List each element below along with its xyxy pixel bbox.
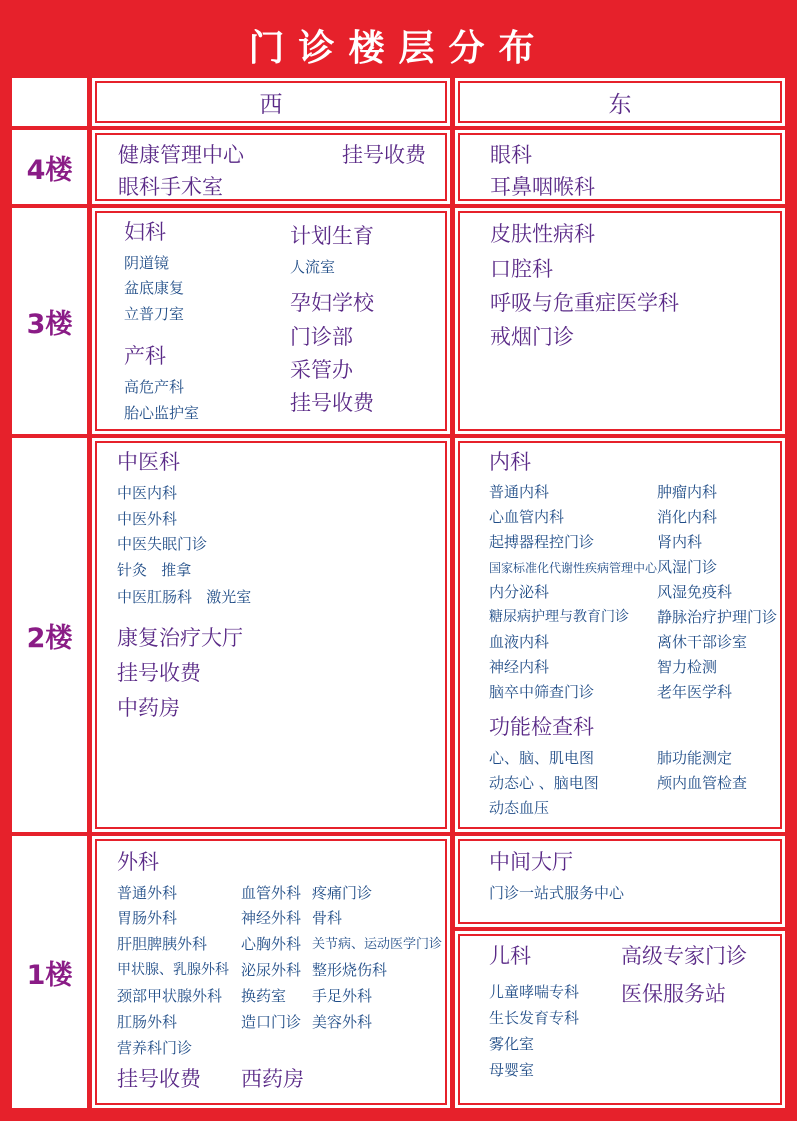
list-item: 立普刀室: [124, 305, 185, 323]
dept-medical-insurance: 医保服务站: [621, 982, 726, 1006]
list-item: 动态心 、脑电图: [489, 774, 599, 792]
floor-1-east-hall: [455, 836, 785, 927]
dept-main-hall: 中间大厅: [489, 850, 573, 874]
list-item: 高危产科: [124, 378, 185, 396]
dept-function-tests: 功能检查科: [489, 715, 594, 739]
list-item: 老年医学科: [657, 683, 733, 701]
dept-pediatrics: 儿科: [489, 944, 531, 968]
list-item: 肛肠外科: [117, 1013, 178, 1031]
list-item: 胃肠外科: [117, 909, 178, 927]
list-item: 消化内科: [657, 508, 718, 526]
list-item: 风湿门诊: [657, 558, 718, 576]
header-corner: [12, 78, 87, 126]
list-item: 风湿免疫科: [657, 583, 733, 601]
list-item: 口腔科: [490, 257, 553, 281]
list-item: 母婴室: [489, 1061, 535, 1079]
floor-2-label: 2楼: [26, 622, 73, 654]
floor-4-east: [455, 130, 785, 204]
list-item: 心血管内科: [489, 508, 565, 526]
list-item: 起搏器程控门诊: [489, 533, 595, 551]
list-item: 中医内科: [117, 484, 178, 502]
dept-ophthalmology: 眼科: [490, 143, 532, 167]
floor-1-label-cell: [12, 836, 87, 1108]
header-west: 西: [259, 91, 283, 118]
floor-3-east: [455, 208, 785, 434]
list-item: 挂号收费: [117, 1067, 201, 1091]
dept-health-management: 健康管理中心: [118, 143, 244, 167]
floor-4-west: [92, 130, 450, 204]
list-item: 手足外科: [312, 987, 373, 1005]
dept-gynecology: 妇科: [124, 220, 166, 244]
list-item: 生长发育专科: [489, 1009, 580, 1027]
floor-1-label: 1楼: [26, 959, 73, 991]
list-item: 中医失眠门诊: [117, 535, 208, 553]
dept-senior-expert-clinic: 高级专家门诊: [621, 944, 747, 968]
list-item: 心胸外科: [241, 935, 302, 953]
header-west-cell: [92, 78, 450, 126]
list-item: 西药房: [241, 1067, 304, 1091]
floor-3-label: 3楼: [26, 308, 73, 340]
list-item: 营养科门诊: [117, 1039, 193, 1057]
floor-3-label-cell: [12, 208, 87, 434]
dept-eye-surgery: 眼科手术室: [118, 175, 223, 199]
list-item: 挂号收费: [290, 391, 374, 415]
list-item: 血管外科: [241, 884, 302, 902]
list-item: 盆底康复: [124, 279, 185, 297]
list-item: 挂号收费: [117, 661, 201, 685]
header-east: 东: [608, 91, 632, 118]
list-item: 神经内科: [489, 658, 550, 676]
list-item: 造口门诊: [241, 1013, 302, 1031]
list-item: 神经外科: [241, 909, 302, 927]
list-item: 中药房: [117, 696, 180, 720]
list-item: 颅内血管检查: [657, 774, 748, 792]
list-item: 整形烧伤科: [312, 961, 388, 979]
dept-family-planning: 计划生育: [290, 224, 374, 248]
list-item: 康复治疗大厅: [117, 626, 243, 650]
list-item: 离休干部诊室: [657, 633, 748, 651]
floor-2-label-cell: [12, 438, 87, 832]
list-item: 静脉治疗护理门诊: [657, 608, 778, 626]
dept-obstetrics: 产科: [124, 344, 166, 368]
list-item: 泌尿外科: [241, 961, 302, 979]
list-item: 血液内科: [489, 633, 550, 651]
list-item: 皮肤性病科: [490, 222, 595, 246]
list-item: 阴道镜: [124, 254, 170, 272]
dept-internal-medicine: 内科: [489, 450, 531, 474]
floor-2-east: [455, 438, 785, 832]
list-item: 门诊部: [290, 325, 353, 349]
list-item: 普通外科: [117, 884, 178, 902]
list-item: 智力检测: [657, 658, 718, 676]
floor-4-label: 4楼: [26, 154, 73, 186]
floor-4-label-cell: [12, 130, 87, 204]
list-item: 骨科: [312, 909, 343, 927]
list-item: 换药室: [241, 987, 287, 1005]
list-item: 肝胆脾胰外科: [117, 935, 208, 953]
dept-ent: 耳鼻咽喉科: [490, 175, 595, 199]
list-item: 中医外科: [117, 510, 178, 528]
list-item: 心、脑、肌电图: [489, 749, 595, 767]
list-item: 肾内科: [657, 533, 703, 551]
list-item: 雾化室: [489, 1035, 535, 1053]
page-title: 门诊楼层分布: [248, 27, 549, 69]
list-item: 门诊一站式服务中心: [489, 884, 625, 902]
list-item: 脑卒中筛查门诊: [489, 683, 595, 701]
floor-2-west: [92, 438, 450, 832]
list-item: 关节病、运动医学门诊: [312, 937, 443, 952]
list-item: 肿瘤内科: [657, 483, 718, 501]
list-item: 内分泌科: [489, 583, 550, 601]
list-item: 美容外科: [312, 1013, 373, 1031]
list-item: 戒烟门诊: [490, 325, 574, 349]
list-item: 颈部甲状腺外科: [117, 987, 223, 1005]
floor-1-west: [92, 836, 450, 1108]
floor-3-west: [92, 208, 450, 434]
list-item: 儿童哮喘专科: [489, 983, 580, 1001]
list-item: 糖尿病护理与教育门诊: [489, 609, 629, 625]
list-item: 甲状腺、乳腺外科: [117, 962, 229, 978]
dept-tcm: 中医科: [117, 450, 180, 474]
dept-surgery: 外科: [117, 850, 159, 874]
list-item: 针灸 推拿: [117, 561, 192, 579]
list-item: 中医肛肠科 激光室: [117, 588, 252, 606]
list-item: 疼痛门诊: [312, 884, 373, 902]
list-item: 孕妇学校: [290, 291, 374, 315]
list-item: 肺功能测定: [657, 749, 733, 767]
floor-1-east-pediatrics: [455, 931, 785, 1108]
list-item: 呼吸与危重症医学科: [490, 291, 679, 315]
list-item: 人流室: [290, 258, 336, 276]
list-item: 国家标准化代谢性疾病管理中心: [489, 561, 658, 575]
list-item: 采管办: [290, 358, 353, 382]
dept-registration: 挂号收费: [342, 143, 426, 167]
header-east-cell: [455, 78, 785, 126]
list-item: 普通内科: [489, 483, 550, 501]
list-item: 胎心监护室: [124, 404, 200, 422]
list-item: 动态血压: [489, 799, 550, 817]
